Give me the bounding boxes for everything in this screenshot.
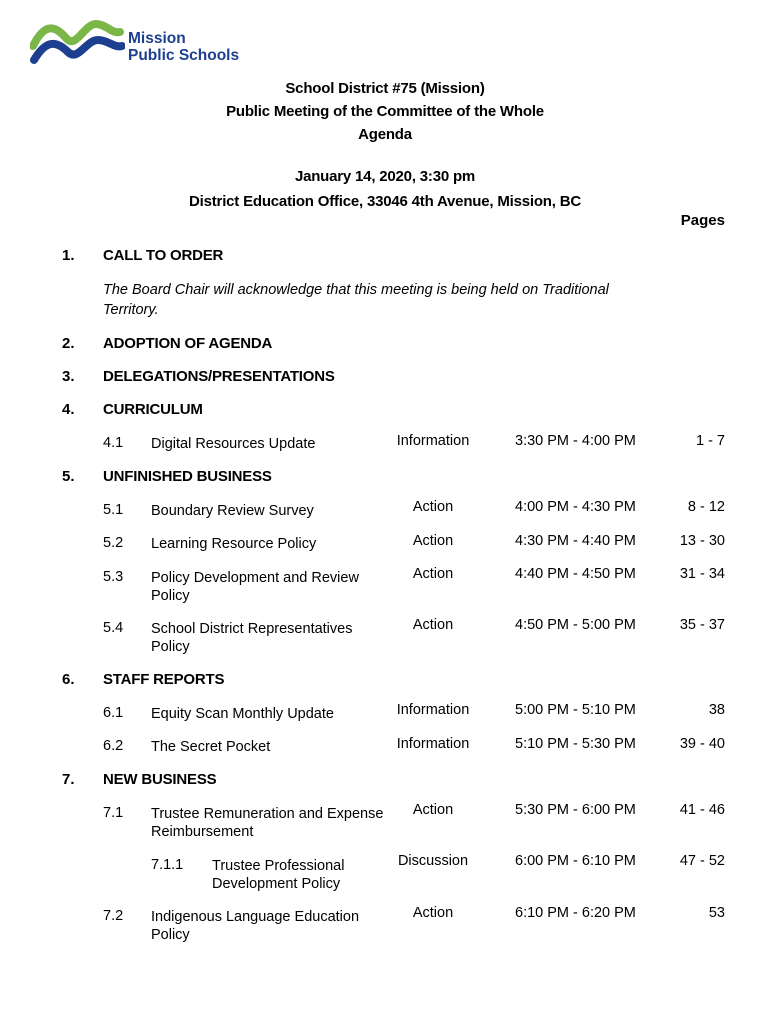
meeting-date: January 14, 2020, 3:30 pm <box>294 168 476 185</box>
item-type: Action <box>412 617 454 633</box>
item-time: 4:40 PM - 4:50 PM <box>515 566 636 582</box>
item-pages: 47 - 52 <box>679 853 725 869</box>
item-number: 5.1 <box>103 502 124 518</box>
section-number: 5. <box>62 468 75 485</box>
item-type: Information <box>396 433 470 449</box>
item-time: 6:10 PM - 6:20 PM <box>515 905 636 921</box>
logo-line-1: Mission <box>128 30 186 47</box>
item-number: 5.2 <box>103 535 124 551</box>
item-pages: 13 - 30 <box>679 533 725 549</box>
section-number: 2. <box>62 335 75 352</box>
item-title: The Secret Pocket <box>151 739 271 755</box>
item-number: 5.4 <box>103 620 124 636</box>
section-note: The Board Chair will acknowledge that this meeting is being held on Traditional Territory. <box>103 282 609 318</box>
item-number: 6.2 <box>103 738 124 754</box>
item-title: Digital Resources Update <box>151 436 316 452</box>
item-number: 7.2 <box>103 908 124 924</box>
item-time: 4:00 PM - 4:30 PM <box>515 499 636 515</box>
logo-line-2: Public Schools <box>128 47 240 64</box>
item-number: 6.1 <box>103 705 124 721</box>
item-type: Action <box>412 533 454 549</box>
section-title: NEW BUSINESS <box>103 771 217 788</box>
item-time: 5:10 PM - 5:30 PM <box>515 736 636 752</box>
mountain-logo-icon <box>30 16 125 66</box>
mission-public-schools-logo <box>30 16 240 70</box>
pages-column-header: Pages <box>680 212 725 229</box>
section-number: 4. <box>62 401 75 418</box>
item-title: Indigenous Language Education Policy <box>151 909 360 943</box>
section-title: UNFINISHED BUSINESS <box>103 468 272 485</box>
item-pages: 8 - 12 <box>687 499 725 515</box>
item-pages: 1 - 7 <box>695 433 725 449</box>
item-time: 3:30 PM - 4:00 PM <box>515 433 636 449</box>
logo-text <box>128 30 239 64</box>
section-number: 6. <box>62 671 75 688</box>
item-type: Discussion <box>397 853 469 869</box>
section-title: DELEGATIONS/PRESENTATIONS <box>103 368 335 385</box>
item-number: 5.3 <box>103 569 124 585</box>
item-time: 5:00 PM - 5:10 PM <box>515 702 636 718</box>
meeting-location: District Education Office, 33046 4th Avenue, Mission, BC <box>189 193 581 210</box>
item-time: 5:30 PM - 6:00 PM <box>515 802 636 818</box>
subitem-title: Trustee Professional Development Policy <box>212 858 345 892</box>
district-name: School District #75 (Mission) <box>285 80 485 97</box>
item-title: Equity Scan Monthly Update <box>151 706 334 722</box>
section-title: ADOPTION OF AGENDA <box>103 335 273 352</box>
item-type: Action <box>412 905 454 921</box>
item-pages: 38 <box>708 702 725 718</box>
item-pages: 53 <box>708 905 725 921</box>
item-time: 6:00 PM - 6:10 PM <box>515 853 636 869</box>
item-title: Policy Development and Review Policy <box>151 570 359 604</box>
item-title: School District Representatives Policy <box>151 621 353 655</box>
item-type: Action <box>412 566 454 582</box>
item-title: Trustee Remuneration and Expense Reimbursement <box>151 806 384 840</box>
item-type: Information <box>396 736 470 752</box>
subitem-number: 7.1.1 <box>151 857 184 873</box>
item-title: Learning Resource Policy <box>151 536 317 552</box>
item-pages: 31 - 34 <box>679 566 725 582</box>
section-number: 7. <box>62 771 75 788</box>
section-title: CURRICULUM <box>103 401 203 418</box>
section-title: STAFF REPORTS <box>103 671 225 688</box>
item-type: Information <box>396 702 470 718</box>
item-number: 7.1 <box>103 805 124 821</box>
item-pages: 35 - 37 <box>679 617 725 633</box>
item-time: 4:30 PM - 4:40 PM <box>515 533 636 549</box>
item-time: 4:50 PM - 5:00 PM <box>515 617 636 633</box>
item-title: Boundary Review Survey <box>151 503 314 519</box>
agenda-heading: Agenda <box>358 126 412 143</box>
section-number: 3. <box>62 368 75 385</box>
meeting-title: Public Meeting of the Committee of the Whole <box>226 103 544 120</box>
item-pages: 41 - 46 <box>679 802 725 818</box>
item-type: Action <box>412 499 454 515</box>
item-pages: 39 - 40 <box>679 736 725 752</box>
section-title: CALL TO ORDER <box>103 247 224 264</box>
section-number: 1. <box>62 247 75 264</box>
item-type: Action <box>412 802 454 818</box>
item-number: 4.1 <box>103 435 124 451</box>
